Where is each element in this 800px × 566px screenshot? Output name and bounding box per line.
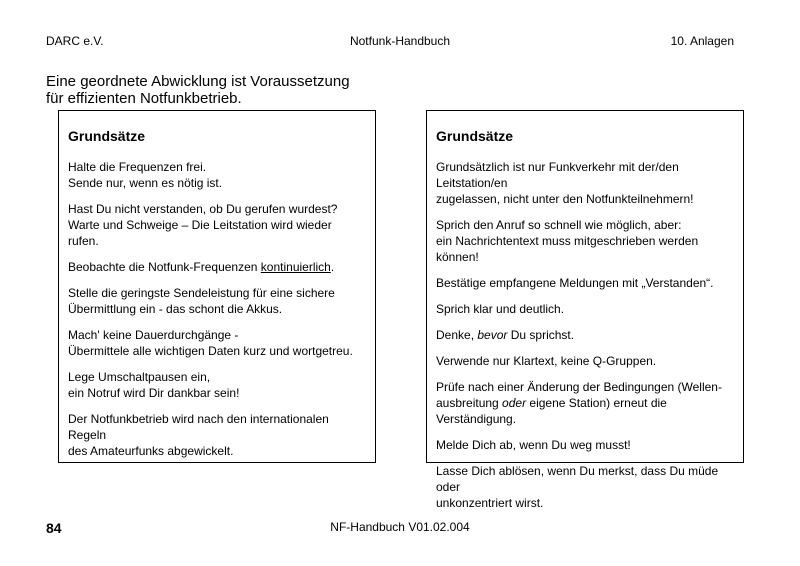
principle-paragraph (436, 463, 733, 511)
text-line: Warte und Schweige – Die Leitstation wird wieder rufen. (68, 218, 332, 248)
text-line (436, 327, 733, 343)
text-run: Denke, (436, 328, 478, 342)
text-run: . (330, 260, 335, 274)
intro-text (46, 73, 350, 107)
text-run: eigene Station) erneut die Verständigung. (436, 396, 667, 426)
text-line: Prüfe nach einer Änderung der Bedingungen (Wellen- (436, 380, 722, 394)
header-organization: DARC e.V. (46, 34, 104, 48)
underlined-word: kontinuierlich (260, 260, 331, 274)
principle-paragraph (436, 159, 733, 207)
italic-word: bevor (477, 328, 508, 342)
text-line: Lasse Dich ablösen, wenn Du merkst, dass Du müde oder (436, 464, 719, 494)
principle-paragraph (436, 275, 733, 291)
principle-paragraph (68, 159, 365, 191)
principle-paragraph (436, 301, 733, 317)
text-run: Du sprichst. (507, 328, 575, 342)
box-title: Grundsätze (436, 128, 514, 144)
text-line: unkonzentriert wirst. (436, 496, 544, 510)
principles-box-left (58, 110, 376, 463)
principle-paragraph (436, 437, 733, 453)
principle-paragraph (68, 285, 365, 317)
text-line: Grundsätzlich ist nur Funkverkehr mit der/den Leitstation/en (436, 160, 679, 190)
text-line: Halte die Frequenzen frei. (68, 160, 207, 174)
principle-paragraph (68, 327, 365, 359)
text-line: Mach' keine Dauerdurchgänge - (68, 328, 239, 342)
principle-paragraph (68, 411, 365, 459)
text-line: Sprich den Anruf so schnell wie möglich, aber: (436, 218, 682, 232)
text-line: Stelle die geringste Sendeleistung für eine sichere (68, 286, 335, 300)
principle-paragraph (68, 259, 365, 275)
text-line: Der Notfunkbetrieb wird nach den internationalen Regeln (68, 412, 329, 442)
page-number: 84 (46, 520, 62, 536)
text-line: des Amateurfunks abgewickelt. (68, 444, 234, 458)
text-line: zugelassen, nicht unter den Notfunkteilnehmern! (436, 192, 694, 206)
intro-line: für effizienten Notfunkbetrieb. (46, 90, 242, 107)
principle-paragraph (436, 379, 733, 427)
text-line: Bestätige empfangene Meldungen mit „Verstanden“. (436, 276, 714, 290)
text-line: Übermittlung ein - das schont die Akkus. (68, 302, 283, 316)
text-line: ein Nachrichtentext muss mitgeschrieben werden können! (436, 234, 699, 264)
text-line: Übermittele alle wichtigen Daten kurz und wortgetreu. (68, 344, 353, 358)
principle-paragraph (436, 217, 733, 265)
italic-word: oder (502, 396, 527, 410)
text-line: ein Notruf wird Dir dankbar sein! (68, 386, 240, 400)
text-line: Verwende nur Klartext, keine Q-Gruppen. (436, 354, 657, 368)
text-run: Beobachte die Notfunk-Frequenzen (68, 260, 261, 274)
principles-box-right (426, 110, 744, 510)
text-line: Melde Dich ab, wenn Du weg musst! (436, 438, 631, 452)
principle-paragraph (436, 353, 733, 369)
principle-paragraph (436, 327, 733, 343)
text-line (436, 395, 733, 427)
text-run: ausbreitung (436, 396, 503, 410)
intro-line: Eine geordnete Abwicklung ist Voraussetzung (46, 73, 350, 90)
header-title: Notfunk-Handbuch (349, 34, 451, 48)
footer-version: NF-Handbuch V01.02.004 (330, 520, 470, 534)
box-title: Grundsätze (68, 128, 146, 144)
header-chapter: 10. Anlagen (670, 34, 734, 48)
principle-paragraph (68, 201, 365, 249)
principle-paragraph (68, 369, 365, 401)
text-line (68, 259, 365, 275)
text-line: Lege Umschaltpausen ein, (68, 370, 211, 384)
text-line: Sprich klar und deutlich. (436, 302, 565, 316)
text-line: Hast Du nicht verstanden, ob Du gerufen wurdest? (68, 202, 338, 216)
text-line: Sende nur, wenn es nötig ist. (68, 176, 223, 190)
